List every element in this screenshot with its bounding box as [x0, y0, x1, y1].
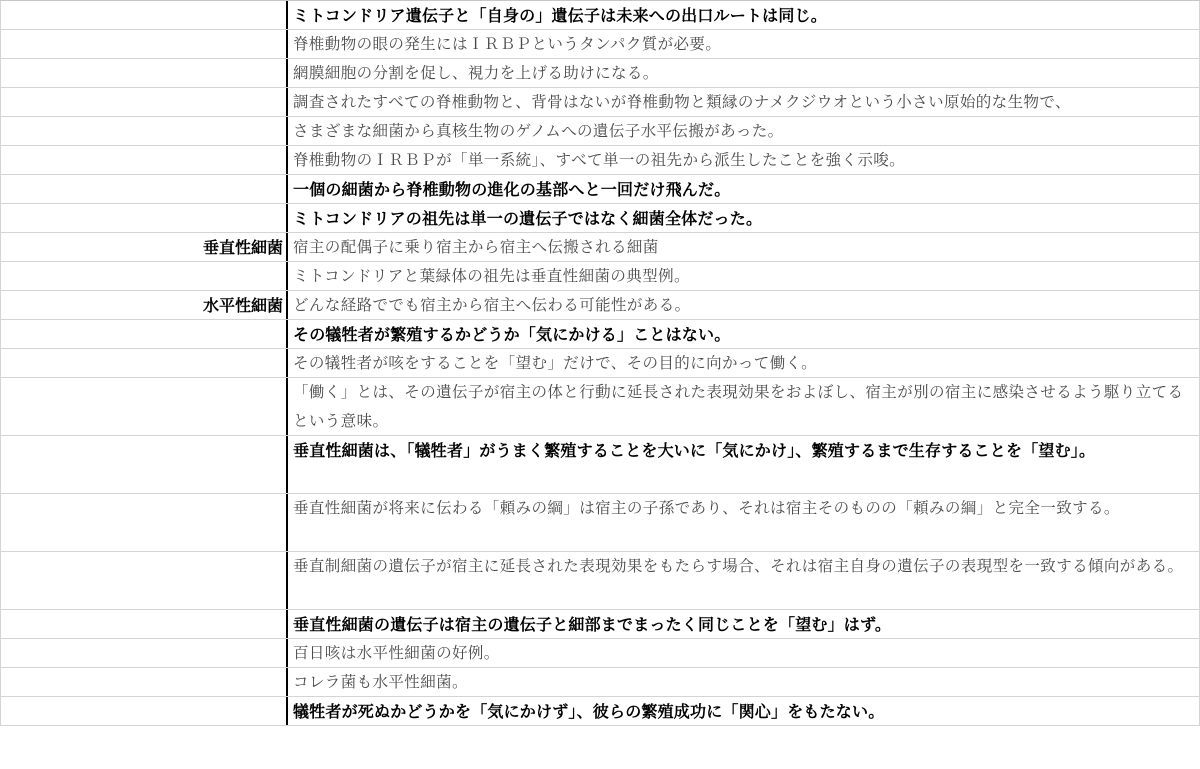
- note-cell[interactable]: 宿主の配偶子に乗り宿主から宿主へ伝搬される細菌: [288, 233, 1200, 261]
- table-row: [0, 552, 1200, 610]
- note-cell[interactable]: 一個の細菌から脊椎動物の進化の基部へと一回だけ飛んだ。: [288, 175, 1200, 203]
- table-row: [0, 639, 1200, 668]
- term-cell[interactable]: [0, 146, 288, 174]
- note-cell[interactable]: 脊椎動物のＩＲＢＰが「単一系統」、すべて単一の祖先から派生したことを強く示唆。: [288, 146, 1200, 174]
- term-cell[interactable]: [0, 610, 288, 638]
- table-row: [0, 59, 1200, 88]
- note-cell[interactable]: さまざまな細菌から真核生物のゲノムへの遺伝子水平伝搬があった。: [288, 117, 1200, 145]
- term-cell[interactable]: [0, 30, 288, 58]
- table-row: [0, 697, 1200, 726]
- term-cell[interactable]: [0, 494, 288, 551]
- term-cell[interactable]: [0, 1, 288, 29]
- table-row: [0, 204, 1200, 233]
- note-cell[interactable]: ミトコンドリアの祖先は単一の遺伝子ではなく細菌全体だった。: [288, 204, 1200, 232]
- term-cell[interactable]: [0, 88, 288, 116]
- term-cell[interactable]: 垂直性細菌: [0, 233, 288, 261]
- term-cell[interactable]: [0, 436, 288, 493]
- note-cell[interactable]: 垂直性細菌が将来に伝わる「頼みの綱」は宿主の子孫であり、それは宿主そのものの「頼みの綱」と完全一致する。: [288, 494, 1200, 551]
- table-row: [0, 494, 1200, 552]
- term-cell[interactable]: [0, 117, 288, 145]
- term-cell[interactable]: [0, 204, 288, 232]
- table-row: [0, 610, 1200, 639]
- note-cell[interactable]: 「働く」とは、その遺伝子が宿主の体と行動に延長された表現効果をおよぼし、宿主が別の宿主に感染させるよう駆り立てるという意味。: [288, 378, 1200, 435]
- term-cell[interactable]: [0, 59, 288, 87]
- table-row: [0, 88, 1200, 117]
- table-row: [0, 436, 1200, 494]
- term-cell[interactable]: 水平性細菌: [0, 291, 288, 319]
- table-row: [0, 378, 1200, 436]
- term-cell[interactable]: [0, 668, 288, 696]
- note-cell[interactable]: どんな経路ででも宿主から宿主へ伝わる可能性がある。: [288, 291, 1200, 319]
- term-cell[interactable]: [0, 320, 288, 348]
- table-row: [0, 233, 1200, 262]
- term-cell[interactable]: [0, 349, 288, 377]
- table-row: [0, 30, 1200, 59]
- table-row: [0, 146, 1200, 175]
- note-cell[interactable]: 調査されたすべての脊椎動物と、背骨はないが脊椎動物と類縁のナメクジウオという小さい原始的な生物で、: [288, 88, 1200, 116]
- term-cell[interactable]: [0, 378, 288, 435]
- table-row: [0, 349, 1200, 378]
- note-cell[interactable]: 百日咳は水平性細菌の好例。: [288, 639, 1200, 667]
- term-cell[interactable]: [0, 175, 288, 203]
- note-cell[interactable]: 垂直制細菌の遺伝子が宿主に延長された表現効果をもたらす場合、それは宿主自身の遺伝子の表現型を一致する傾向がある。: [288, 552, 1200, 609]
- term-cell[interactable]: [0, 697, 288, 725]
- note-cell[interactable]: ミトコンドリア遺伝子と「自身の」遺伝子は未来への出口ルートは同じ。: [288, 1, 1200, 29]
- table-row: [0, 175, 1200, 204]
- table-row: [0, 668, 1200, 697]
- note-cell[interactable]: 犠牲者が死ぬかどうかを「気にかけず」、彼らの繁殖成功に「関心」をもたない。: [288, 697, 1200, 725]
- note-cell[interactable]: 垂直性細菌の遺伝子は宿主の遺伝子と細部までまったく同じことを「望む」はず。: [288, 610, 1200, 638]
- table-row: [0, 262, 1200, 291]
- table-row: [0, 117, 1200, 146]
- note-cell[interactable]: ミトコンドリアと葉緑体の祖先は垂直性細菌の典型例。: [288, 262, 1200, 290]
- note-cell[interactable]: その犠牲者が咳をすることを「望む」だけで、その目的に向かって働く。: [288, 349, 1200, 377]
- note-cell[interactable]: 網膜細胞の分割を促し、視力を上げる助けになる。: [288, 59, 1200, 87]
- note-cell[interactable]: その犠牲者が繁殖するかどうか「気にかける」ことはない。: [288, 320, 1200, 348]
- term-cell[interactable]: [0, 552, 288, 609]
- table-row: [0, 291, 1200, 320]
- note-cell[interactable]: 垂直性細菌は、「犠牲者」がうまく繁殖することを大いに「気にかけ」、繁殖するまで生存することを「望む」。: [288, 436, 1200, 493]
- table-row: [0, 320, 1200, 349]
- note-cell[interactable]: コレラ菌も水平性細菌。: [288, 668, 1200, 696]
- term-cell[interactable]: [0, 262, 288, 290]
- term-cell[interactable]: [0, 639, 288, 667]
- note-cell[interactable]: 脊椎動物の眼の発生にはＩＲＢＰというタンパク質が必要。: [288, 30, 1200, 58]
- table-row: [0, 1, 1200, 30]
